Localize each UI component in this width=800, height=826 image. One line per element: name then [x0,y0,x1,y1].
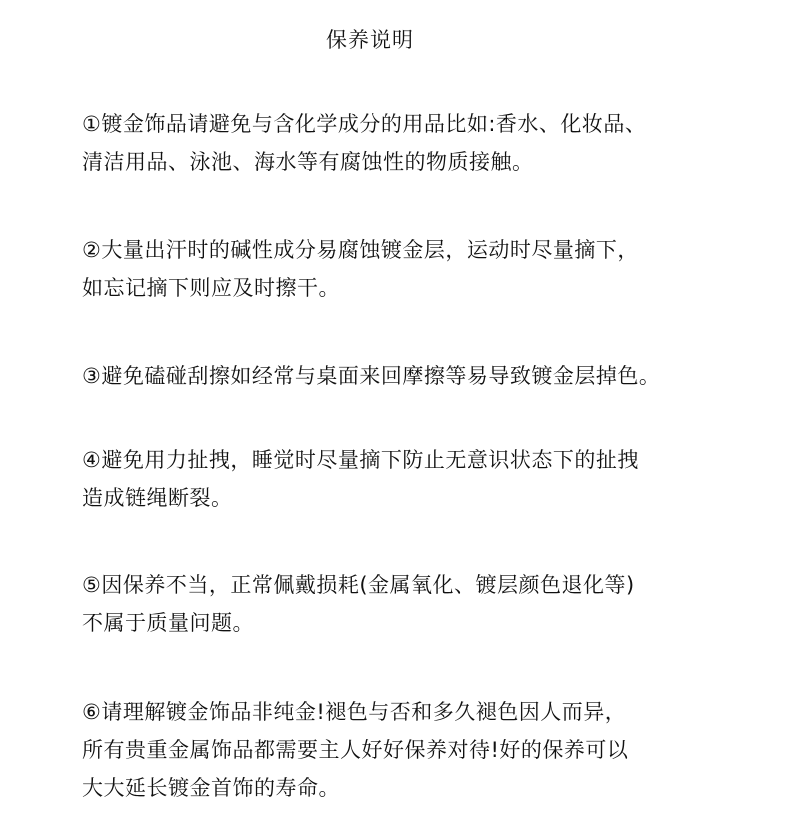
paragraph-line: ③避免磕碰刮擦如经常与桌面来回摩擦等易导致镀金层掉色。 [82,364,661,388]
instruction-paragraph-2 [82,231,782,307]
paragraph-line: 大大延长镀金首饰的寿命。 [82,776,340,800]
paragraph-line: 如忘记摘下则应及时擦干。 [82,276,340,300]
paragraph-line: ⑤因保养不当，正常佩戴损耗(金属氧化、镀层颜色退化等) [82,573,635,597]
paragraph-line: ①镀金饰品请避免与含化学成分的用品比如:香水、化妆品、 [82,112,647,136]
instruction-paragraph-5 [82,566,782,642]
instruction-paragraph-4 [82,441,782,517]
paragraph-line: 所有贵重金属饰品都需要主人好好保养对待!好的保养可以 [82,738,629,762]
paragraph-line: 清洁用品、泳池、海水等有腐蚀性的物质接触。 [82,150,534,174]
paragraph-line: ②大量出汗时的碱性成分易腐蚀镀金层，运动时尽量摘下， [82,238,639,262]
paragraph-line: 造成链绳断裂。 [82,486,233,510]
paragraph-line: ⑥请理解镀金饰品非纯金!褪色与否和多久褪色因人而异， [82,700,627,724]
page-title: 保养说明 [326,28,414,52]
paragraph-line: 不属于质量问题。 [82,611,254,635]
paragraph-line: ④避免用力扯拽，睡觉时尽量摘下防止无意识状态下的扯拽 [82,448,639,472]
instruction-paragraph-3 [82,357,782,395]
instruction-paragraph-1 [82,105,782,181]
instruction-paragraph-6 [82,693,782,807]
